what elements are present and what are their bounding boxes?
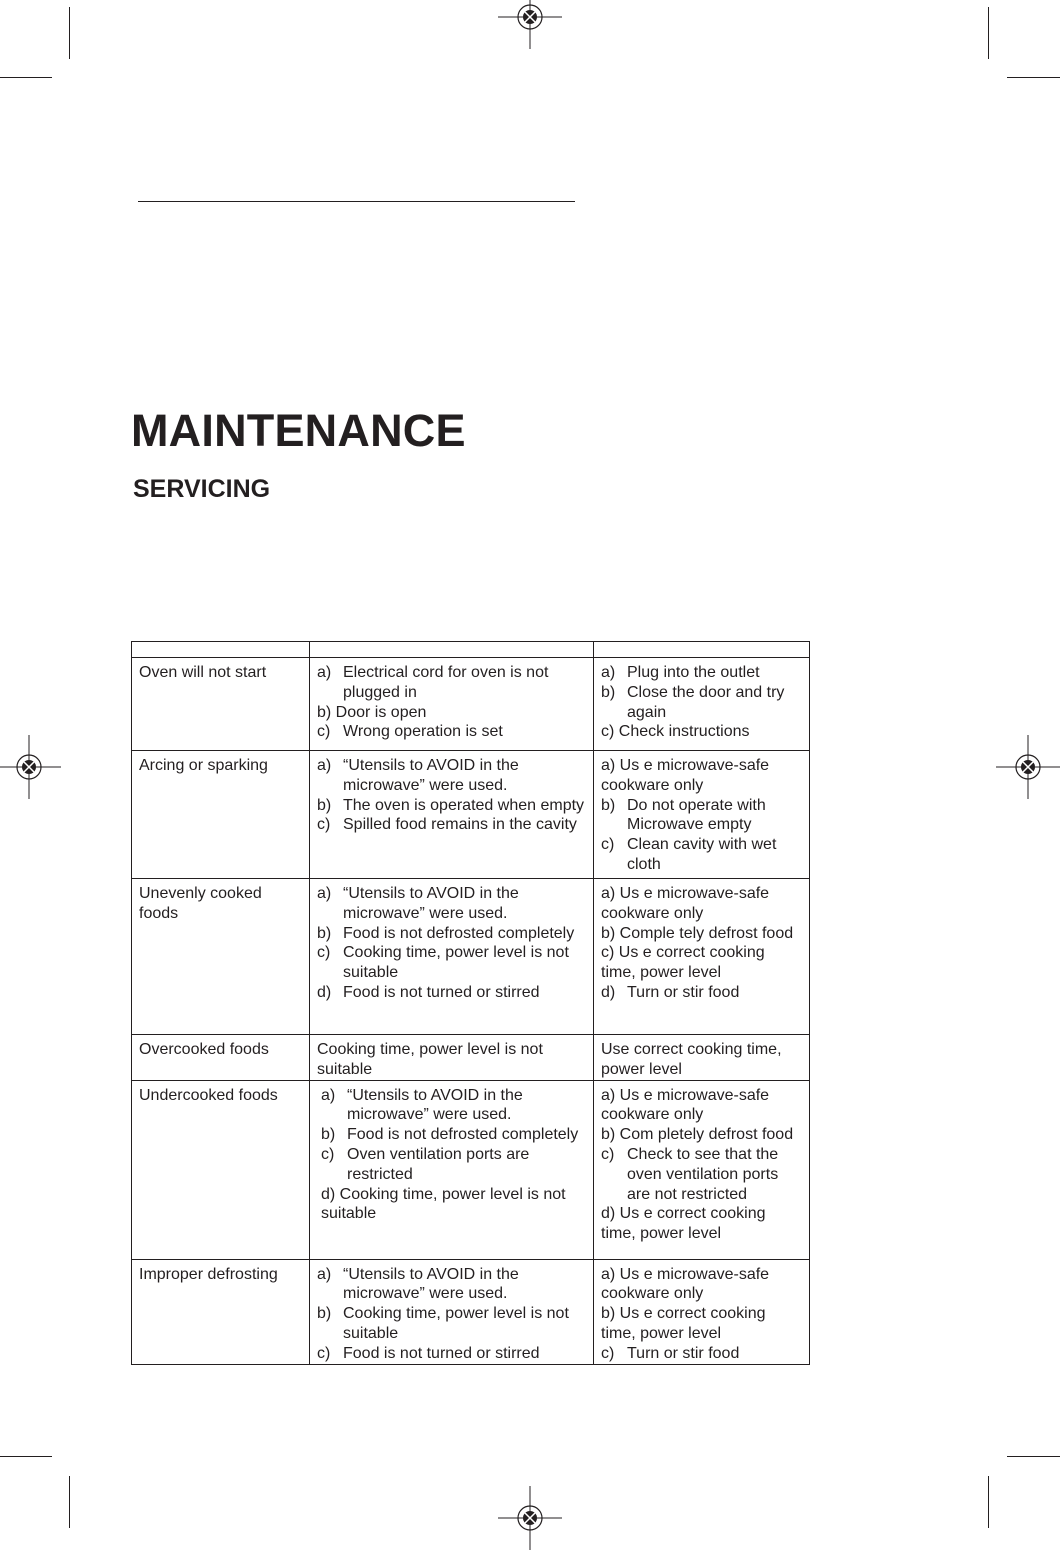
header-problem xyxy=(132,642,310,658)
crop-mark-top-left-h xyxy=(0,77,52,78)
problem-cell: Unevenly cooked foods xyxy=(132,879,310,1035)
table-header-row xyxy=(132,642,810,658)
list-item: d) Cooking time, power level is not suitable xyxy=(321,1185,566,1223)
remedy-cell xyxy=(594,1080,810,1259)
table-row xyxy=(132,751,810,879)
table-row xyxy=(132,879,810,1035)
crop-mark-bottom-right-h xyxy=(1007,1456,1060,1457)
problem-cell: Improper defrosting xyxy=(132,1259,310,1364)
crop-mark-top-right-h xyxy=(1007,77,1060,78)
cause-cell: Cooking time, power level is not suitable xyxy=(310,1035,594,1081)
crop-mark-top-right-v xyxy=(988,7,989,59)
section-title: SERVICING xyxy=(133,475,271,503)
table-row xyxy=(132,1080,810,1259)
registration-mark-right-icon xyxy=(996,735,1060,799)
list-item: c) Cooking time, power level is not suitable xyxy=(317,944,569,982)
list-item: a) Us e microwave-safe cookware only xyxy=(601,1086,770,1124)
list-item: b) Do not operate with Microwave empty xyxy=(601,796,766,834)
list-item: a) “Utensils to AVOID in the microwave” were used. xyxy=(317,885,519,922)
table-row xyxy=(132,658,810,751)
list-item: b) Food is not defrosted completely xyxy=(321,1126,579,1144)
list-item: c) Wrong operation is set xyxy=(317,723,503,741)
list-item: a) “Utensils to AVOID in the microwave” were used. xyxy=(317,1265,519,1303)
list-item: b) Cooking time, power level is not suitable xyxy=(317,1305,569,1342)
header-remedy xyxy=(594,642,810,658)
cause-cell xyxy=(310,751,594,879)
troubleshooting-table xyxy=(131,641,810,1365)
list-item: c) Food is not turned or stirred xyxy=(317,1344,540,1362)
problem-cell: Undercooked foods xyxy=(132,1080,310,1259)
list-item: a) “Utensils to AVOID in the microwave” were used. xyxy=(317,757,519,794)
remedy-cell xyxy=(594,1259,810,1364)
registration-mark-left-icon xyxy=(0,735,61,799)
list-item: a) Us e microwave-safe cookware only xyxy=(601,885,770,922)
problem-cell: Arcing or sparking xyxy=(132,751,310,879)
list-item: d) Food is not turned or stirred xyxy=(317,983,540,1001)
crop-mark-bottom-left-h xyxy=(0,1456,52,1457)
list-item: a) Plug into the outlet xyxy=(601,664,760,681)
header-cause xyxy=(310,642,594,658)
table-row xyxy=(132,1259,810,1364)
cause-cell xyxy=(310,1080,594,1259)
list-item: a) Us e microwave-safe cookware only xyxy=(601,757,770,794)
list-item: c) Clean cavity with wet cloth xyxy=(601,836,777,873)
cause-cell xyxy=(310,658,594,751)
list-item: b) Door is open xyxy=(317,703,427,721)
page-title: MAINTENANCE xyxy=(131,405,466,456)
list-item: b) Close the door and try again xyxy=(601,683,785,721)
list-item: b) Food is not defrosted completely xyxy=(317,924,575,942)
list-item: c) Spilled food remains in the cavity xyxy=(317,816,577,834)
header-rule xyxy=(138,201,575,202)
remedy-cell xyxy=(594,879,810,1035)
cause-cell xyxy=(310,1259,594,1364)
problem-cell: Oven will not start xyxy=(132,658,310,751)
table-row xyxy=(132,1035,810,1081)
list-item: d) Us e correct cooking time, power level xyxy=(601,1205,766,1243)
remedy-cell: Use correct cooking time, power level xyxy=(594,1035,810,1081)
list-item: a) Electrical cord for oven is not plugged in xyxy=(317,664,549,701)
crop-mark-bottom-right-v xyxy=(988,1476,989,1528)
list-item: b) Comple tely defrost food xyxy=(601,924,794,942)
list-item: b) The oven is operated when empty xyxy=(317,796,585,814)
remedy-cell xyxy=(594,658,810,751)
registration-mark-bottom-icon xyxy=(498,1486,562,1550)
cause-cell xyxy=(310,879,594,1035)
list-item: d) Turn or stir food xyxy=(601,983,740,1001)
list-item: a) Us e microwave-safe cookware only xyxy=(601,1265,770,1303)
problem-cell: Overcooked foods xyxy=(132,1035,310,1081)
list-item: c) Oven ventilation ports are restricted xyxy=(321,1145,530,1183)
crop-mark-bottom-left-v xyxy=(69,1476,70,1528)
crop-mark-top-left-v xyxy=(69,7,70,59)
list-item: c) Check to see that the oven ventilation ports are not restricted xyxy=(601,1145,779,1203)
list-item: c) Turn or stir food xyxy=(601,1344,740,1362)
list-item: c) Check instructions xyxy=(601,723,750,741)
list-item: c) Us e correct cooking time, power level xyxy=(601,944,765,982)
remedy-cell xyxy=(594,751,810,879)
list-item: b) Com pletely defrost food xyxy=(601,1126,794,1144)
list-item: b) Us e correct cooking time, power level xyxy=(601,1305,766,1342)
registration-mark-top-icon xyxy=(498,0,562,49)
list-item: a) “Utensils to AVOID in the microwave” were used. xyxy=(321,1086,523,1124)
